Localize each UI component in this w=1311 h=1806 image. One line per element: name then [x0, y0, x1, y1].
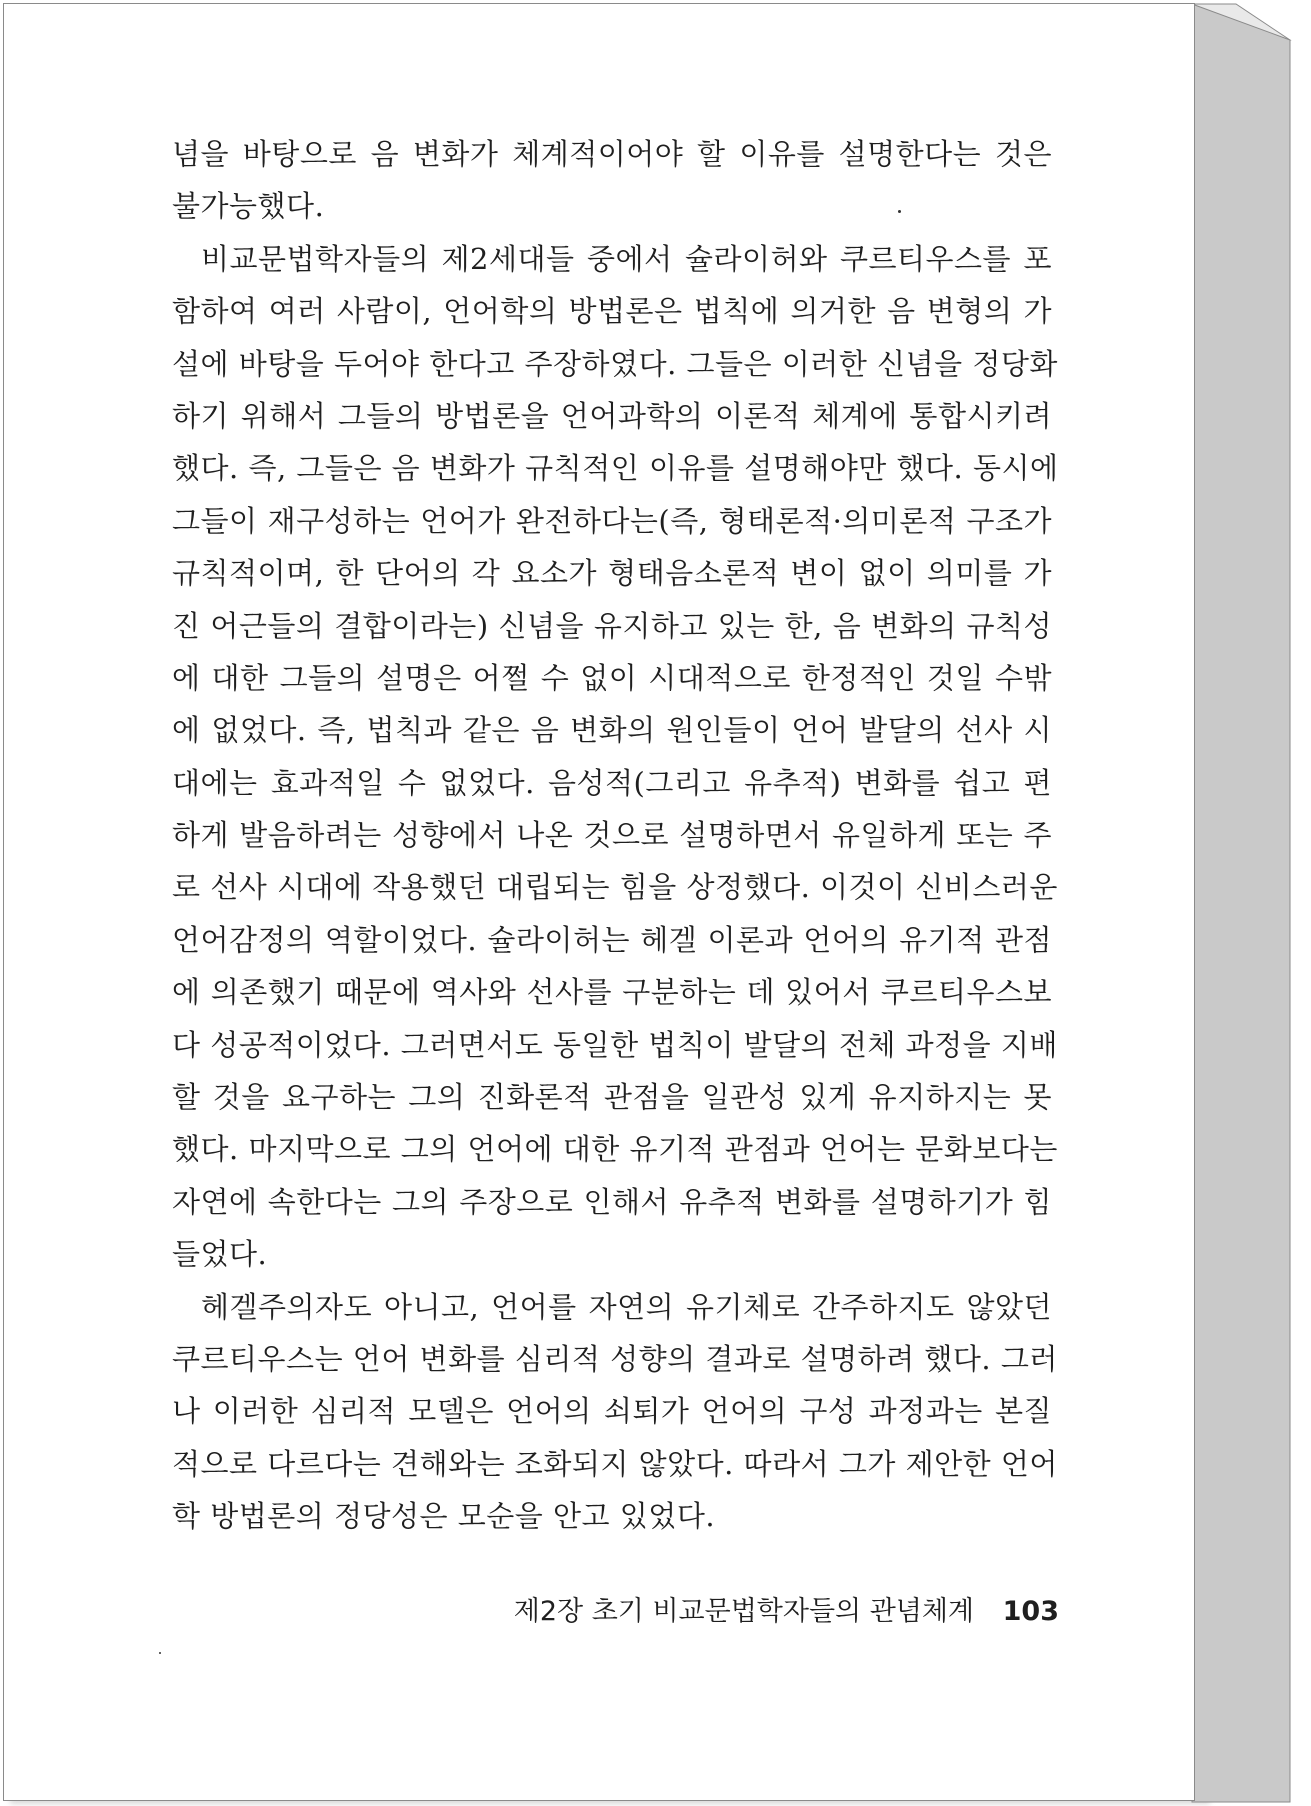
book-spine-side: [1192, 4, 1290, 1802]
body-text: [172, 128, 1059, 1543]
text-line: 규칙적이며, 한 단어의 각 요소가 형태음소론적 변이 없이 의미를 가: [172, 556, 1052, 591]
text-line: 했다. 마지막으로 그의 언어에 대한 유기적 관점과 언어는 문화보다는: [172, 1132, 1058, 1167]
running-footer: [514, 1589, 1059, 1628]
text-line: 에 대한 그들의 설명은 어쩔 수 없이 시대적으로 한정적인 것일 수밖: [172, 660, 1052, 695]
text-line: 비교문법학자들의 제2세대들 중에서 슐라이허와 쿠르티우스를 포: [201, 241, 1052, 276]
text-line: 나 이러한 심리적 모델은 언어의 쇠퇴가 언어의 구성 과정과는 본질: [172, 1394, 1052, 1429]
text-line: 념을 바탕으로 음 변화가 체계적이어야 할 이유를 설명한다는 것은: [172, 137, 1052, 171]
text-line: 그들이 재구성하는 언어가 완전하다는(즉, 형태론적·의미론적 구조가: [172, 503, 1052, 538]
text-line: 에 없었다. 즉, 법칙과 같은 음 변화의 원인들이 언어 발달의 선사 시: [172, 713, 1052, 748]
text-line: 에 의존했기 때문에 역사와 선사를 구분하는 데 있어서 쿠르티우스보: [172, 975, 1052, 1010]
text-line: 언어감정의 역할이었다. 슐라이허는 헤겔 이론과 언어의 유기적 관점: [172, 922, 1052, 957]
text-line: 헤겔주의자도 아니고, 언어를 자연의 유기체로 간주하지도 않았던: [201, 1289, 1052, 1324]
text-line: 함하여 여러 사람이, 언어학의 방법론은 법칙에 의거한 음 변형의 가: [172, 294, 1052, 329]
page-number: 103: [1002, 1596, 1059, 1627]
text-line: 대에는 효과적일 수 없었다. 음성적(그리고 유추적) 변화를 쉽고 편: [172, 765, 1052, 800]
scan-speck: [159, 1652, 161, 1654]
text-line: 할 것을 요구하는 그의 진화론적 관점을 일관성 있게 유지하지는 못: [172, 1080, 1052, 1115]
text-line: 했다. 즉, 그들은 음 변화가 규칙적인 이유를 설명해야만 했다. 동시에: [172, 451, 1059, 486]
text-line: 학 방법론의 정당성은 모순을 안고 있었다.: [172, 1499, 716, 1534]
text-line: 하기 위해서 그들의 방법론을 언어과학의 이론적 체계에 통합시키려: [172, 398, 1052, 433]
text-line: 적으로 다르다는 견해와는 조화되지 않았다. 따라서 그가 제안한 언어: [172, 1446, 1058, 1481]
text-line: 들었다.: [172, 1237, 268, 1272]
text-line: 하게 발음하려는 성향에서 나온 것으로 설명하면서 유일하게 또는 주: [172, 818, 1052, 853]
text-line: 불가능했다.: [172, 189, 325, 224]
text-line: 설에 바탕을 두어야 한다고 주장하였다. 그들은 이러한 신념을 정당화: [172, 346, 1058, 381]
text-line: 로 선사 시대에 작용했던 대립되는 힘을 상정했다. 이것이 신비스러운: [172, 870, 1058, 905]
text-line: 진 어근들의 결합이라는) 신념을 유지하고 있는 한, 음 변화의 규칙성: [172, 608, 1052, 643]
text-line: 자연에 속한다는 그의 주장으로 인해서 유추적 변화를 설명하기가 힘: [172, 1184, 1052, 1219]
text-line: 쿠르티우스는 언어 변화를 심리적 성향의 결과로 설명하려 했다. 그러: [172, 1341, 1058, 1376]
text-line: 다 성공적이었다. 그러면서도 동일한 법칙이 발달의 전체 과정을 지배: [172, 1027, 1058, 1062]
chapter-title: 제2장 초기 비교문법학자들의 관념체계: [513, 1596, 975, 1627]
